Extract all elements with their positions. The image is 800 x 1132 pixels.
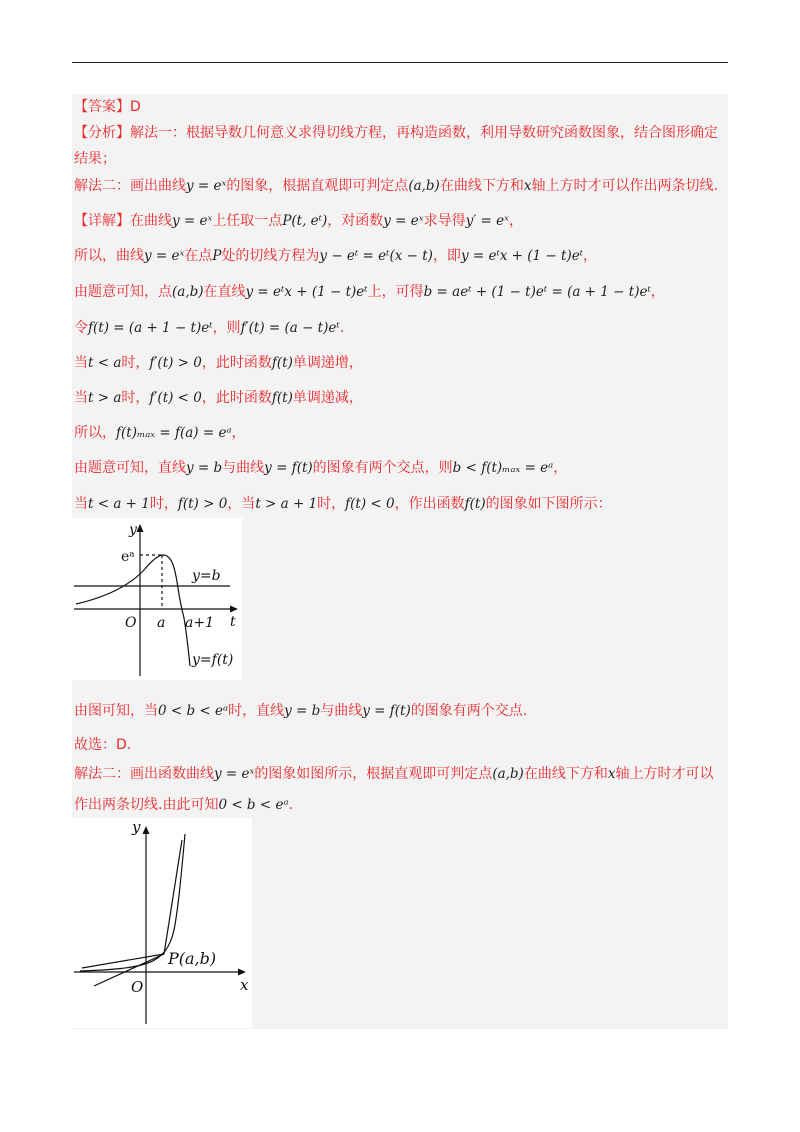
text-segment: 求导得 (423, 213, 466, 229)
text-segment: . (288, 797, 293, 813)
math-expression: P (212, 248, 222, 264)
text-segment: 时， (121, 355, 150, 371)
text-segment: ，作出函数 (394, 496, 465, 512)
solution-line (74, 176, 718, 196)
math-expression: f′(t) > 0 (149, 355, 202, 371)
math-expression: b = aeᵗ + (1 − t)eᵗ = (a + 1 − t)eᵗ (423, 284, 651, 300)
text-segment: 由题意可知，点 (74, 284, 172, 300)
math-expression: t > a (88, 390, 122, 406)
solution-line (74, 246, 597, 266)
text-segment: 时，直线 (228, 703, 285, 719)
text-segment: ， (650, 284, 665, 300)
text-segment: 在直线 (203, 284, 246, 300)
math-expression: y = eᵗx + (1 − t)eᵗ (245, 284, 368, 300)
solution-line (74, 701, 527, 721)
solution-line (74, 123, 718, 143)
text-segment: ， (231, 425, 246, 441)
math-expression: y − eᵗ = eᵗ(x − t) (319, 248, 433, 264)
text-segment: ，当 (227, 496, 256, 512)
math-expression: t < a + 1 (88, 496, 150, 512)
math-expression: P(t, eᵗ) (282, 213, 328, 229)
fig1-line-label: y=b (192, 568, 221, 584)
math-expression: y = eˣ (144, 248, 185, 264)
solution-line (74, 764, 713, 784)
text-segment: 轴上方时才可以作出两条切线. (531, 178, 718, 194)
text-segment: ，则 (212, 320, 241, 336)
math-expression: y = b (284, 703, 321, 719)
math-expression: (a,b) (492, 766, 524, 782)
text-segment: . (339, 320, 345, 336)
figure-exp-graph (72, 818, 252, 1028)
t-axis-arrow (230, 606, 238, 613)
fig1-peak-label: eᵃ (121, 549, 135, 565)
math-expression: y = eˣ (214, 766, 255, 782)
text-segment: 在点 (184, 248, 213, 264)
math-expression: y = b (186, 460, 223, 476)
text-segment: 当 (74, 355, 88, 371)
text-segment: 的图象有两个交点. (410, 703, 528, 719)
text-segment: 所以，曲线 (74, 248, 144, 264)
text-segment: ，对函数 (327, 213, 384, 229)
fig2-y-label: y (132, 818, 141, 836)
math-expression: f(t) (464, 496, 486, 512)
fig2-point-label: P(a,b) (168, 949, 217, 968)
tangent-2 (164, 840, 182, 954)
text-segment: 处的切线方程为 (221, 248, 320, 264)
y-axis-arrow (143, 826, 150, 834)
math-expression: f(t) (271, 355, 293, 371)
fig1-origin-label: O (125, 615, 137, 631)
fig1-y-label: y (129, 522, 137, 538)
text-segment: 的图象如图所示，根据直观即可判定点 (254, 766, 493, 782)
text-segment: 所以， (74, 425, 116, 441)
text-segment: 由题意可知，直线 (74, 460, 186, 476)
text-segment: 时， (317, 496, 346, 512)
math-expression: (a,b) (172, 284, 204, 300)
solution-line (74, 423, 246, 443)
solution-line (74, 735, 131, 755)
text-segment: 轴上方时才可以 (615, 766, 714, 782)
text-segment: 解法二：画出曲线 (74, 178, 186, 194)
math-expression: y = f(t) (264, 460, 313, 476)
text-segment: ， (553, 460, 568, 476)
math-expression: x (523, 178, 532, 194)
text-segment: 在曲线下方和 (439, 178, 524, 194)
solution-line (74, 149, 116, 169)
header-rule (72, 62, 728, 63)
text-segment: ， (583, 248, 598, 264)
text-segment: 与曲线 (222, 460, 265, 476)
fig1-t-label: t (230, 614, 236, 630)
math-expression: f(t) (271, 390, 293, 406)
text-segment: ，此时函数 (201, 390, 272, 406)
text-segment: 上，可得 (367, 284, 424, 300)
math-expression: y = eᵗx + (1 − t)eᵗ (460, 248, 584, 264)
solution-line (74, 388, 363, 408)
solution-line (74, 795, 293, 815)
math-expression: y′ = eˣ (465, 213, 509, 229)
x-axis-arrow (238, 969, 246, 976)
math-expression: 0 < b < eᵃ (218, 797, 289, 813)
solution-line (74, 97, 141, 117)
text-segment: ，此时函数 (201, 355, 272, 371)
solution-line (74, 318, 344, 338)
fig1-a-label: a (157, 615, 166, 631)
solution-line (74, 211, 523, 231)
fig1-curve-label: y=f(t) (192, 652, 234, 668)
text-segment: 当 (74, 390, 88, 406)
math-expression: (a,b) (408, 178, 440, 194)
text-segment: 故选：D. (74, 737, 132, 753)
math-expression: t > a + 1 (255, 496, 318, 512)
math-expression: t < a (88, 355, 122, 371)
math-expression: f′(t) < 0 (149, 390, 202, 406)
math-expression: y = eˣ (383, 213, 424, 229)
math-expression: f′(t) = (a − t)eᵗ (240, 320, 340, 336)
text-segment: 的图象有两个交点，则 (312, 460, 453, 476)
text-segment: ， (508, 213, 523, 229)
text-segment: 的图象如下图所示： (485, 496, 612, 512)
math-expression: f(t)ₘₐₓ = f(a) = eᵃ (116, 425, 232, 441)
curve-f-t (76, 555, 190, 666)
text-segment: 单调递增， (292, 355, 363, 371)
math-expression: 0 < b < eᵃ (158, 703, 229, 719)
text-segment: 时， (149, 496, 178, 512)
math-expression: b < f(t)ₘₐₓ = eᵃ (452, 460, 554, 476)
text-segment: 作出两条切线.由此可知 (74, 797, 219, 813)
text-segment: 时， (121, 390, 150, 406)
math-expression: f(t) = (a + 1 − t)eᵗ (88, 320, 213, 336)
math-expression: x (607, 766, 616, 782)
solution-line (74, 353, 363, 373)
text-segment: 结果； (74, 151, 116, 167)
text-segment: 令 (74, 320, 88, 336)
math-expression: y = f(t) (362, 703, 411, 719)
solution-line (74, 282, 665, 302)
math-expression: f(t) > 0 (177, 496, 228, 512)
text-segment: 解法二：画出函数曲线 (74, 766, 214, 782)
text-segment: 【答案】D (74, 99, 141, 115)
math-expression: f(t) < 0 (345, 496, 395, 512)
fig2-origin-label: O (131, 978, 144, 996)
fig2-x-label: x (240, 976, 249, 994)
text-segment: 的图象，根据直观即可判定点 (226, 178, 409, 194)
fig1-a1-label: a+1 (185, 615, 214, 631)
math-expression: y = eˣ (186, 178, 227, 194)
y-axis-arrow (137, 524, 144, 532)
text-segment: 与曲线 (320, 703, 363, 719)
solution-line (74, 494, 612, 514)
text-segment: 上任取一点 (212, 213, 283, 229)
text-segment: ，即 (432, 248, 461, 264)
text-segment: 【分析】解法一：根据导数几何意义求得切线方程，再构造函数，利用导数研究函数图象，结合图形确定 (74, 125, 718, 141)
figure-f-t-graph (72, 518, 242, 680)
solution-line (74, 458, 567, 478)
text-segment: 在曲线下方和 (523, 766, 608, 782)
text-segment: 【详解】在曲线 (74, 213, 172, 229)
text-segment: 单调递减， (292, 390, 363, 406)
math-expression: y = eˣ (172, 213, 213, 229)
text-segment: 当 (74, 496, 88, 512)
text-segment: 由图可知，当 (74, 703, 158, 719)
